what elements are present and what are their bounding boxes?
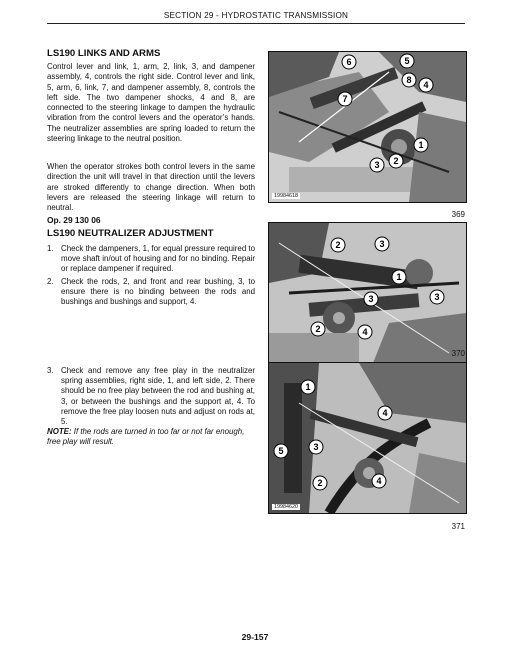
step-number: 1.	[47, 244, 54, 253]
steps-list-a	[47, 244, 255, 309]
callout	[274, 444, 288, 458]
links-arms-paragraph-1: Control lever and link, 1, arm, 2, link, 3, and dampener assembly, 4, controls the right side. Control lever and link, 5, arm, 6, link, 7, and dampener assembly, 8, controls the left side. The two dampener shocks, 4 and 8, are connected to the steering linkage to dampen the hydraulic vibration from the control levers and the operator’s hands. The neutralizer assemblies are spring loaded to return the steering linkage to the neutral position.	[47, 62, 255, 144]
callout	[313, 476, 327, 490]
callout-label: 4	[362, 327, 368, 337]
note-text: If the rods are turned in too far or not far enough, free play will result.	[47, 427, 245, 447]
callout	[331, 238, 345, 252]
callout-label: 2	[335, 240, 341, 250]
callout	[378, 406, 392, 420]
callout	[430, 290, 444, 304]
figure-371-callouts	[269, 363, 466, 513]
callout	[392, 270, 406, 284]
callout	[342, 55, 356, 69]
callout-label: 8	[406, 75, 412, 85]
links-arms-paragraph-2: When the operator strokes both control levers in the same direction the unit will travel in that direction until the levers are stroked differently to change direction. When both levers are released the steering linkage will return to neutral.	[47, 162, 255, 213]
header-rule	[47, 23, 465, 24]
callout	[311, 322, 325, 336]
callout-label: 1	[396, 272, 402, 282]
callout	[338, 92, 352, 106]
figure-photo-369	[268, 51, 467, 203]
callout	[389, 154, 403, 168]
callout-label: 5	[404, 56, 410, 66]
callout	[414, 138, 428, 152]
callout-label: 3	[374, 160, 380, 170]
step-number: 2.	[47, 276, 54, 286]
section-title-neutralizer: LS190 NEUTRALIZER ADJUSTMENT	[47, 228, 214, 239]
step-text: Check the dampeners, 1, for equal pressure required to move shaft in/out of housing and for no binding. Repair or replace dampener if required.	[61, 244, 255, 274]
operation-number: Op. 29 130 06	[47, 215, 101, 225]
step-item	[47, 366, 255, 427]
callout	[375, 237, 389, 251]
figure-photo-371	[268, 362, 467, 514]
figure-number: 371	[451, 522, 465, 531]
section-header: SECTION 29 - HYDROSTATIC TRANSMISSION	[163, 11, 349, 20]
callout-label: 4	[382, 408, 388, 418]
note-label: NOTE:	[47, 427, 72, 436]
step-text: Check the rods, 2, and front and rear bushing, 3, to ensure there is no binding between the rods and bushings and bushings and support, 4.	[61, 276, 255, 307]
callout-label: 3	[434, 292, 440, 302]
callout-label: 4	[423, 80, 429, 90]
callout-label: 2	[315, 324, 321, 334]
callout-label: 3	[368, 294, 374, 304]
callout-label: 3	[379, 239, 385, 249]
step-text: Check and remove any free play in the neutralizer spring assemblies, right side, 1, and left side, 2. There should be no free play between the rod and bushing at, 3, or between the bushings and the support at, 4. To remove the free play loosen nuts and adjust on rods at, 5.	[61, 366, 255, 427]
callout	[309, 440, 323, 454]
callout	[402, 73, 416, 87]
callout-label: 1	[305, 382, 311, 392]
step-item	[47, 277, 255, 308]
step-item	[47, 244, 255, 275]
callout	[372, 474, 386, 488]
figure-code: 19984618	[274, 193, 298, 199]
callout	[364, 292, 378, 306]
callout	[301, 380, 315, 394]
callout-label: 5	[278, 446, 284, 456]
callout-label: 7	[342, 94, 348, 104]
figure-number: 370	[451, 349, 465, 358]
page-number: 29-157	[241, 632, 269, 642]
steps-list-b	[47, 366, 255, 429]
callout-label: 4	[376, 476, 382, 486]
callout-label: 3	[313, 442, 319, 452]
note	[47, 427, 255, 447]
figure-number: 369	[451, 210, 465, 219]
figure-code: 19984620	[274, 504, 298, 510]
callout-label: 2	[317, 478, 323, 488]
callout	[419, 78, 433, 92]
callout-label: 2	[393, 156, 399, 166]
step-number: 3.	[47, 366, 54, 375]
callout-label: 6	[346, 57, 352, 67]
callout	[400, 54, 414, 68]
callout	[370, 158, 384, 172]
figure-369-callouts	[269, 52, 466, 202]
callout-label: 1	[418, 140, 424, 150]
section-title-links-arms: LS190 LINKS AND ARMS	[47, 48, 161, 59]
callout	[358, 325, 372, 339]
